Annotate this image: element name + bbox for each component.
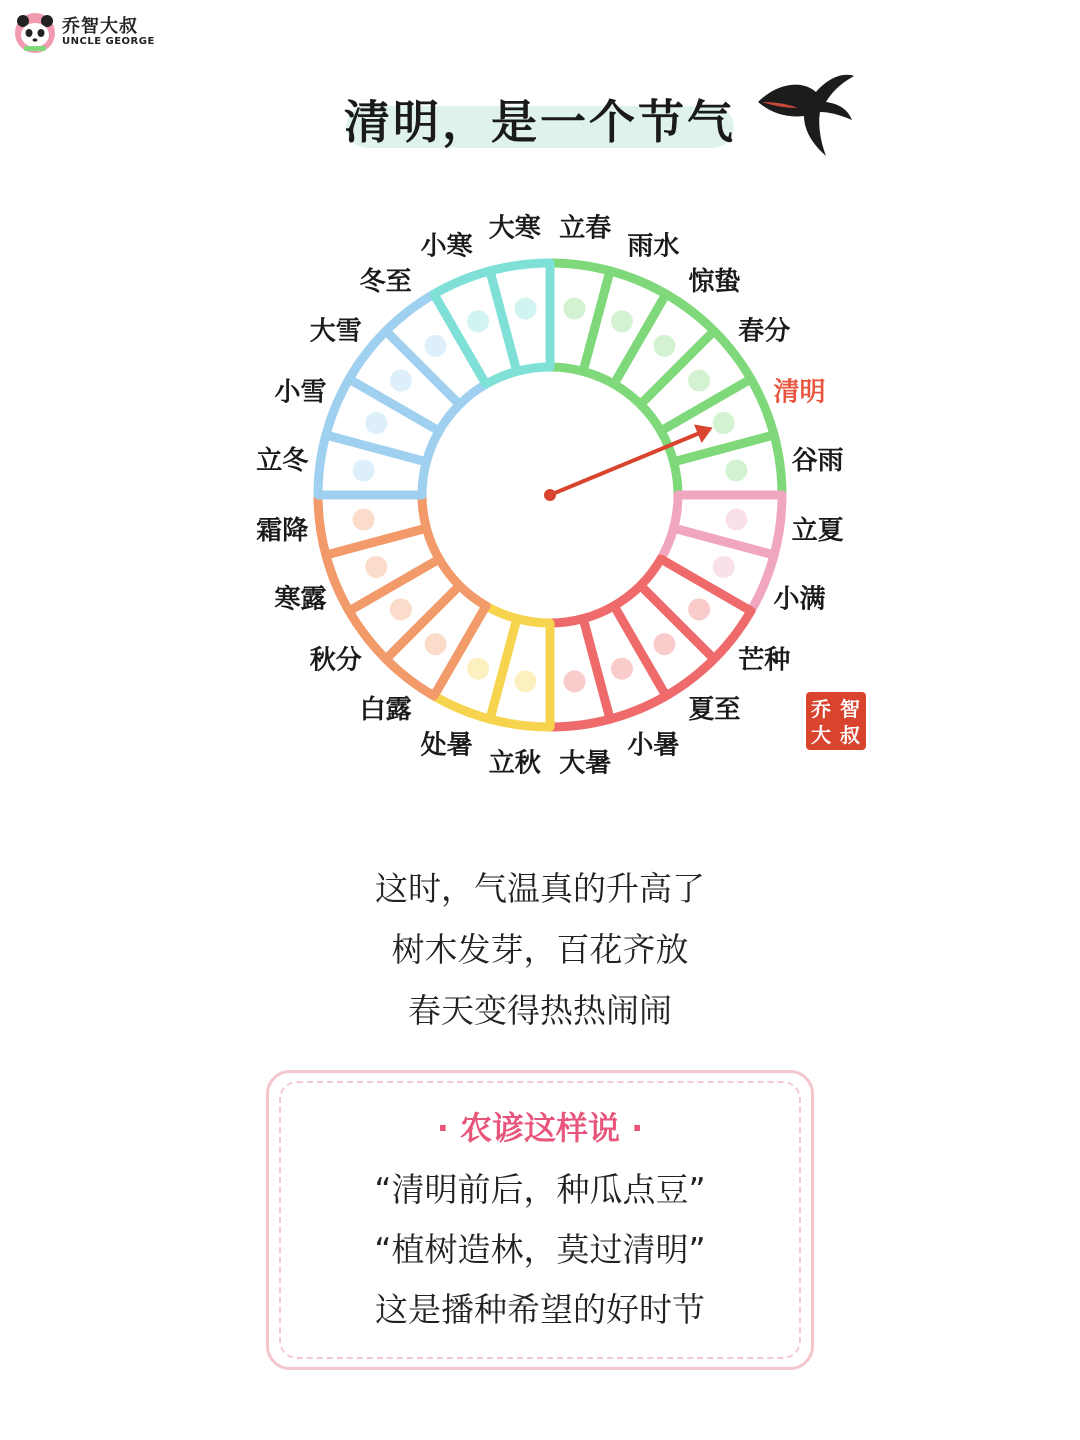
term-label: 夏至 [688,695,741,726]
body-line: 春天变得热热闹闹 [408,991,672,1030]
panda-icon [14,12,56,54]
term-label: 立冬 [256,445,309,476]
brand-name-cn: 乔智大叔 [62,16,138,38]
term-illustration-icon [688,370,710,392]
term-label: 霜降 [256,516,309,547]
term-label: 清明 [773,377,826,408]
term-label: 惊蛰 [688,266,741,297]
term-illustration-icon [390,370,412,392]
term-label: 冬至 [359,266,412,297]
brand-name-en: UNCLE GEORGE [62,36,155,48]
term-illustration-icon [713,556,735,578]
proverb-line: “清明前后，种瓜点豆” [374,1170,706,1209]
term-label: 大暑 [559,748,612,779]
term-illustration-icon [425,633,447,655]
term-illustration-icon [611,658,633,680]
svg-text:乔: 乔 [811,697,831,721]
term-label: 小寒 [420,231,473,262]
term-illustration-icon [713,412,735,434]
pointer-hub [544,489,556,501]
term-illustration-icon [564,670,586,692]
term-label: 小雪 [274,377,327,408]
term-illustration-icon [564,298,586,320]
term-illustration-icon [390,598,412,620]
term-illustration-icon [688,598,710,620]
body-line: 这时，气温真的升高了 [375,869,705,908]
term-label: 寒露 [274,584,327,615]
term-label: 小暑 [627,730,680,761]
term-label: 秋分 [309,645,362,676]
proverb-title: · 农谚这样说 · [436,1109,644,1147]
term-label: 处暑 [420,730,473,761]
term-illustration-icon [353,509,375,531]
term-label: 立夏 [791,516,844,547]
term-label: 大雪 [309,316,362,347]
body-line: 树木发芽，百花齐放 [391,930,689,969]
page-title: 清明，是一个节气 [344,95,736,149]
term-illustration-icon [353,459,375,481]
term-illustration-icon [365,556,387,578]
term-illustration-icon [725,459,747,481]
term-label: 立春 [559,213,612,244]
term-label: 小满 [773,584,826,615]
term-illustration-icon [467,310,489,332]
term-illustration-icon [514,670,536,692]
title-block [340,84,740,160]
term-illustration-icon [653,633,675,655]
solar-term-wheel [210,200,870,800]
brand-logo [14,12,155,54]
term-label: 大寒 [488,213,541,244]
svg-text:智: 智 [840,697,860,721]
seal-stamp-icon [804,690,868,752]
term-label: 芒种 [738,645,791,676]
term-label: 白露 [359,695,412,726]
term-illustration-icon [725,509,747,531]
term-illustration-icon [425,335,447,357]
term-label: 雨水 [627,231,680,262]
term-illustration-icon [514,298,536,320]
term-illustration-icon [653,335,675,357]
term-illustration-icon [365,412,387,434]
svg-text:叔: 叔 [840,723,860,747]
swallow-icon [748,62,858,158]
term-label: 谷雨 [791,445,844,476]
svg-text:大: 大 [811,723,831,747]
term-label: 春分 [738,316,791,347]
term-illustration-icon [467,658,489,680]
proverb-line: 这是播种希望的好时节 [375,1290,705,1329]
proverb-lines [0,1160,1080,1340]
proverb-line: “植树造林，莫过清明” [374,1230,706,1269]
term-illustration-icon [611,310,633,332]
term-label: 立秋 [488,748,541,779]
body-paragraph [0,858,1080,1041]
